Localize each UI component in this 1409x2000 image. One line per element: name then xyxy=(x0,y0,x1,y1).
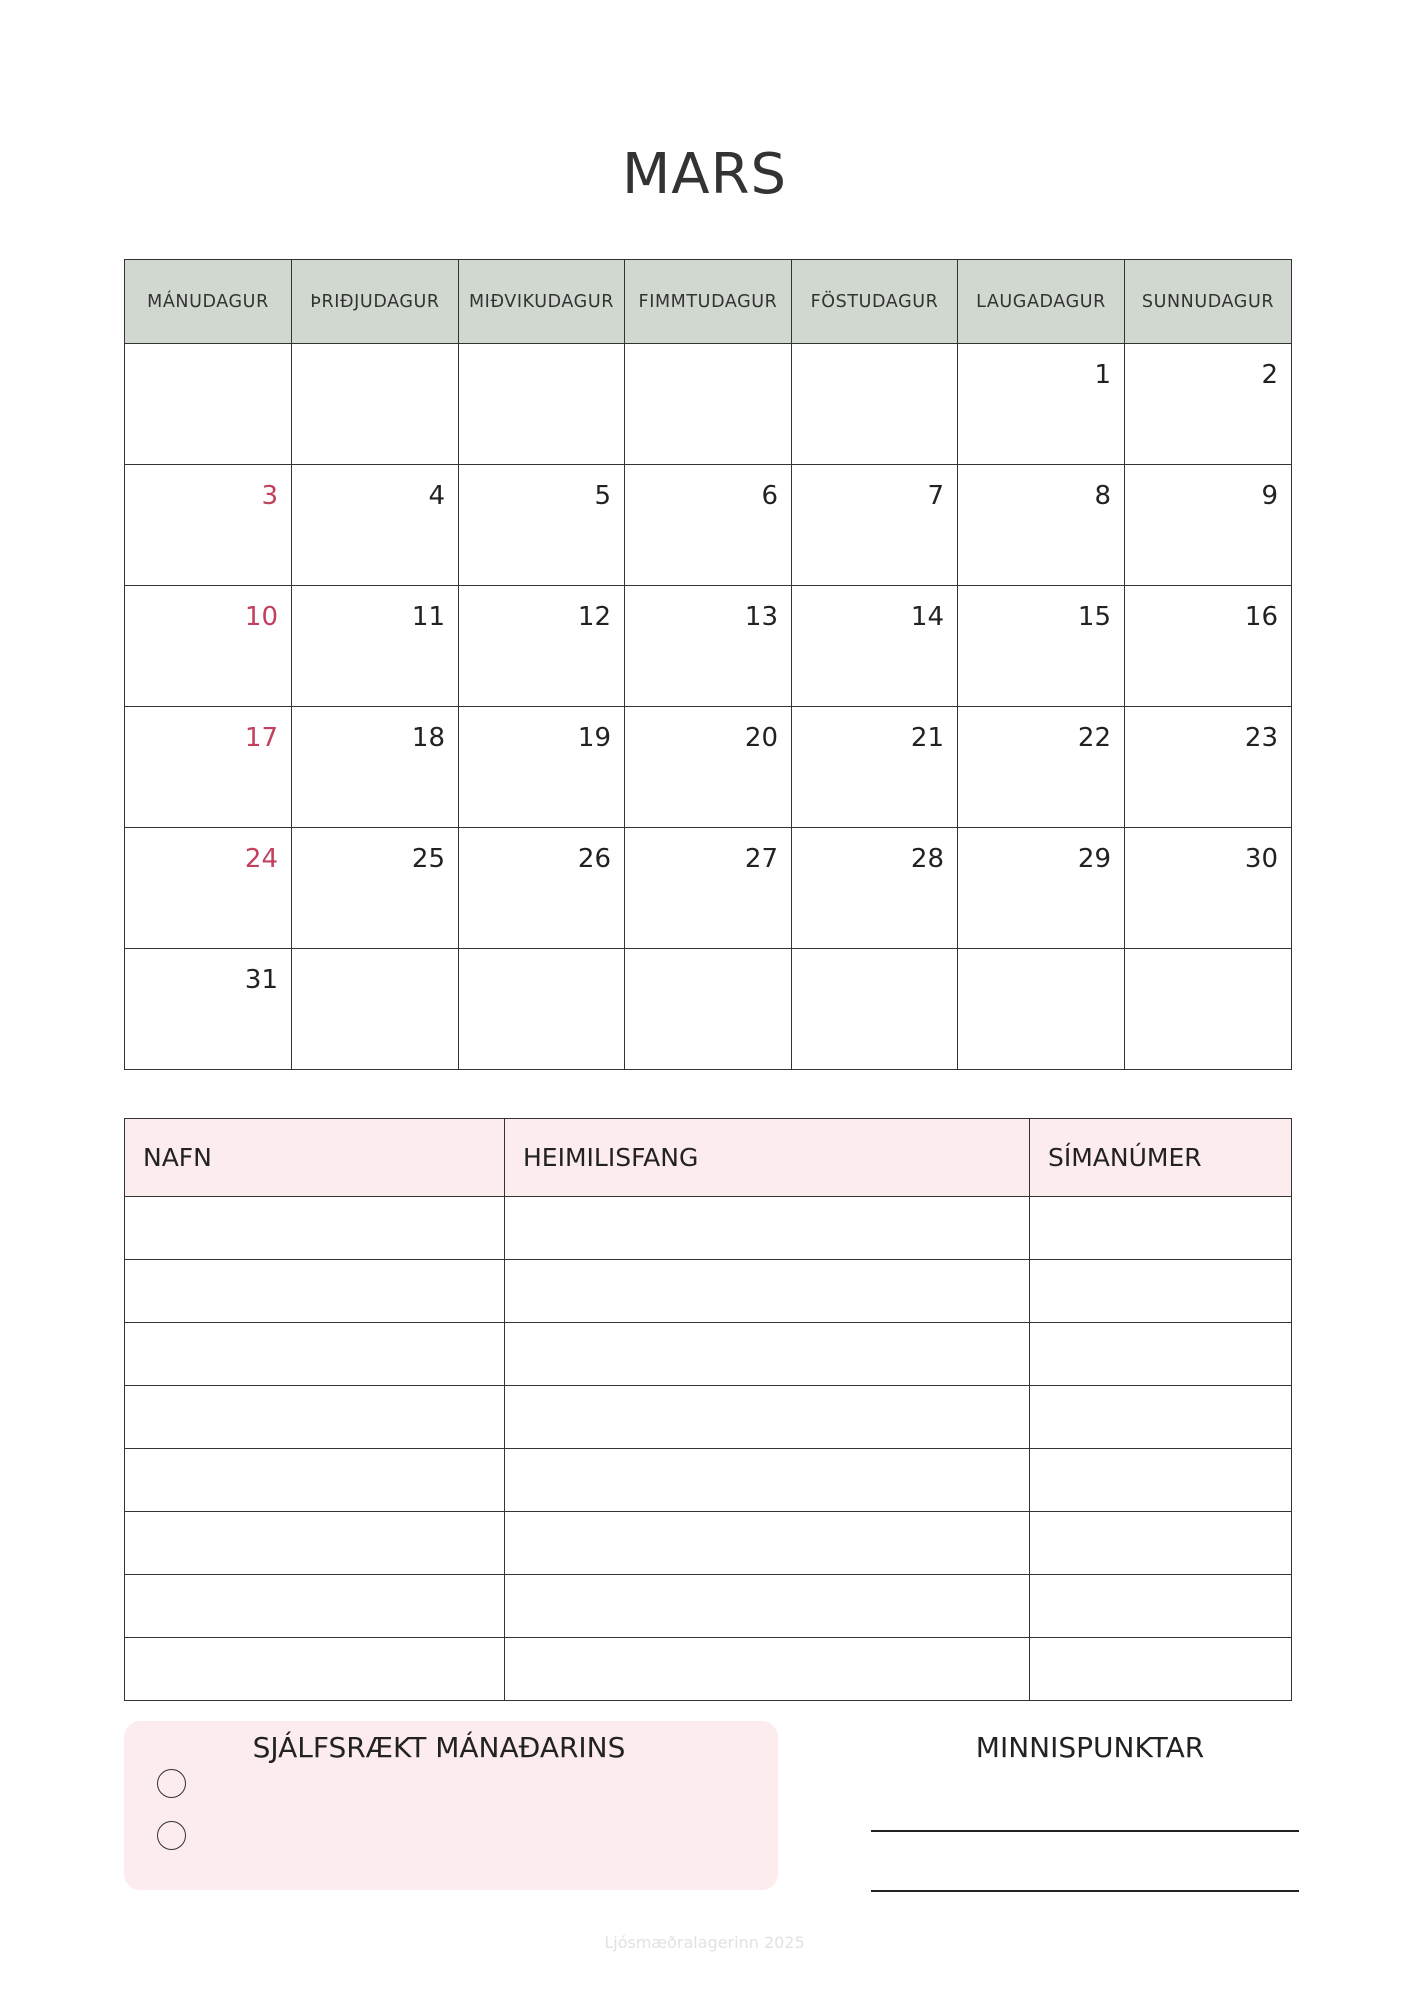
address-column-header: HEIMILISFANG xyxy=(505,1119,1030,1197)
calendar-week xyxy=(125,707,1292,828)
day-cell xyxy=(292,586,459,707)
contacts-header-row xyxy=(125,1119,1292,1197)
address-cell[interactable] xyxy=(505,1638,1030,1701)
day-number: 27 xyxy=(744,844,778,874)
day-number xyxy=(125,344,291,360)
name-cell[interactable] xyxy=(125,1260,505,1323)
self-care-box xyxy=(124,1721,778,1890)
name-cell[interactable] xyxy=(125,1197,505,1260)
address-cell[interactable] xyxy=(505,1197,1030,1260)
note-line[interactable] xyxy=(871,1830,1299,1832)
calendar-week xyxy=(125,949,1292,1070)
day-number: 5 xyxy=(594,481,611,511)
day-cell xyxy=(958,586,1125,707)
day-cell xyxy=(792,586,958,707)
day-cell xyxy=(459,828,625,949)
day-number: 20 xyxy=(744,723,778,753)
day-number: 23 xyxy=(1244,723,1278,753)
weekday-header: MIÐVIKUDAGUR xyxy=(459,260,625,344)
phone-cell[interactable] xyxy=(1030,1386,1292,1449)
address-cell[interactable] xyxy=(505,1323,1030,1386)
day-number xyxy=(792,344,957,360)
weekday-header: FIMMTUDAGUR xyxy=(625,260,792,344)
contact-row xyxy=(125,1575,1292,1638)
contact-row xyxy=(125,1449,1292,1512)
day-cell xyxy=(125,949,292,1070)
day-number: 18 xyxy=(411,723,445,753)
day-cell xyxy=(1125,465,1292,586)
day-cell xyxy=(292,949,459,1070)
day-cell xyxy=(792,828,958,949)
self-care-title: SJÁLFSRÆKT MÁNAÐARINS xyxy=(252,1731,626,1764)
day-cell xyxy=(792,465,958,586)
day-number: 30 xyxy=(1244,844,1278,874)
address-cell[interactable] xyxy=(505,1449,1030,1512)
calendar-grid xyxy=(124,259,1292,1070)
day-number xyxy=(625,344,791,360)
day-number: 16 xyxy=(1244,602,1278,632)
day-cell xyxy=(459,707,625,828)
day-cell xyxy=(625,586,792,707)
day-cell xyxy=(1125,344,1292,465)
address-cell[interactable] xyxy=(505,1512,1030,1575)
day-number xyxy=(625,949,791,965)
day-number: 26 xyxy=(577,844,611,874)
day-cell xyxy=(125,344,292,465)
day-number xyxy=(958,949,1124,965)
calendar-week xyxy=(125,344,1292,465)
day-number: 14 xyxy=(910,602,944,632)
day-cell xyxy=(792,344,958,465)
day-cell xyxy=(625,465,792,586)
calendar-week xyxy=(125,465,1292,586)
phone-cell[interactable] xyxy=(1030,1323,1292,1386)
day-cell xyxy=(459,344,625,465)
day-cell xyxy=(1125,949,1292,1070)
address-cell[interactable] xyxy=(505,1575,1030,1638)
phone-column-header: SÍMANÚMER xyxy=(1030,1119,1292,1197)
contact-row xyxy=(125,1197,1292,1260)
day-number: 6 xyxy=(761,481,778,511)
day-cell xyxy=(459,949,625,1070)
day-number: 1 xyxy=(1094,360,1111,390)
footer-credit: Ljósmæðralagerinn 2025 xyxy=(604,1933,805,1952)
address-cell[interactable] xyxy=(505,1386,1030,1449)
contact-row xyxy=(125,1323,1292,1386)
day-number: 17 xyxy=(244,723,278,753)
name-cell[interactable] xyxy=(125,1323,505,1386)
day-number: 28 xyxy=(910,844,944,874)
day-cell xyxy=(958,707,1125,828)
weekday-header: LAUGADAGUR xyxy=(958,260,1125,344)
day-cell xyxy=(292,828,459,949)
weekday-header: ÞRIÐJUDAGUR xyxy=(292,260,459,344)
weekday-header: FÖSTUDAGUR xyxy=(792,260,958,344)
day-number xyxy=(292,949,458,965)
day-number: 4 xyxy=(428,481,445,511)
name-cell[interactable] xyxy=(125,1575,505,1638)
day-number: 15 xyxy=(1077,602,1111,632)
day-cell xyxy=(792,949,958,1070)
day-cell xyxy=(292,707,459,828)
day-cell xyxy=(125,707,292,828)
name-column-header: NAFN xyxy=(125,1119,505,1197)
day-number: 13 xyxy=(744,602,778,632)
day-cell xyxy=(625,707,792,828)
day-cell xyxy=(292,344,459,465)
name-cell[interactable] xyxy=(125,1638,505,1701)
day-number: 9 xyxy=(1261,481,1278,511)
name-cell[interactable] xyxy=(125,1512,505,1575)
phone-cell[interactable] xyxy=(1030,1575,1292,1638)
phone-cell[interactable] xyxy=(1030,1197,1292,1260)
day-cell xyxy=(292,465,459,586)
weekday-header: MÁNUDAGUR xyxy=(125,260,292,344)
day-number xyxy=(459,949,624,965)
day-cell xyxy=(625,828,792,949)
contacts-table xyxy=(124,1118,1292,1701)
address-cell[interactable] xyxy=(505,1260,1030,1323)
weekday-header: SUNNUDAGUR xyxy=(1125,260,1292,344)
day-cell xyxy=(125,465,292,586)
day-cell xyxy=(125,828,292,949)
day-cell xyxy=(1125,707,1292,828)
day-number xyxy=(792,949,957,965)
day-number: 31 xyxy=(244,965,278,995)
day-number: 8 xyxy=(1094,481,1111,511)
notes-title: MINNISPUNKTAR xyxy=(975,1731,1205,1764)
phone-cell[interactable] xyxy=(1030,1260,1292,1323)
day-cell xyxy=(459,586,625,707)
day-number: 19 xyxy=(577,723,611,753)
phone-cell[interactable] xyxy=(1030,1449,1292,1512)
calendar-week xyxy=(125,828,1292,949)
day-number: 12 xyxy=(577,602,611,632)
day-cell xyxy=(625,344,792,465)
day-number xyxy=(292,344,458,360)
calendar-week xyxy=(125,586,1292,707)
day-number: 29 xyxy=(1077,844,1111,874)
contact-row xyxy=(125,1638,1292,1701)
day-number: 25 xyxy=(411,844,445,874)
self-care-checkbox[interactable] xyxy=(157,1769,186,1798)
day-number: 24 xyxy=(244,844,278,874)
day-number: 21 xyxy=(910,723,944,753)
weekday-header-row xyxy=(125,260,1292,344)
page-title: MARS xyxy=(621,142,788,207)
contact-row xyxy=(125,1386,1292,1449)
day-cell xyxy=(125,586,292,707)
day-cell xyxy=(1125,586,1292,707)
day-cell xyxy=(958,465,1125,586)
contact-row xyxy=(125,1512,1292,1575)
day-cell xyxy=(625,949,792,1070)
day-cell xyxy=(958,949,1125,1070)
note-line[interactable] xyxy=(871,1890,1299,1892)
day-number: 22 xyxy=(1077,723,1111,753)
day-cell xyxy=(459,465,625,586)
self-care-checkbox[interactable] xyxy=(157,1821,186,1850)
day-number xyxy=(1125,949,1291,965)
day-number xyxy=(459,344,624,360)
day-number: 10 xyxy=(244,602,278,632)
day-cell xyxy=(792,707,958,828)
phone-cell[interactable] xyxy=(1030,1638,1292,1701)
day-cell xyxy=(1125,828,1292,949)
name-cell[interactable] xyxy=(125,1386,505,1449)
day-number: 11 xyxy=(411,602,445,632)
day-number: 3 xyxy=(261,481,278,511)
day-cell xyxy=(958,828,1125,949)
day-cell xyxy=(958,344,1125,465)
phone-cell[interactable] xyxy=(1030,1512,1292,1575)
name-cell[interactable] xyxy=(125,1449,505,1512)
contact-row xyxy=(125,1260,1292,1323)
day-number: 2 xyxy=(1261,360,1278,390)
day-number: 7 xyxy=(927,481,944,511)
